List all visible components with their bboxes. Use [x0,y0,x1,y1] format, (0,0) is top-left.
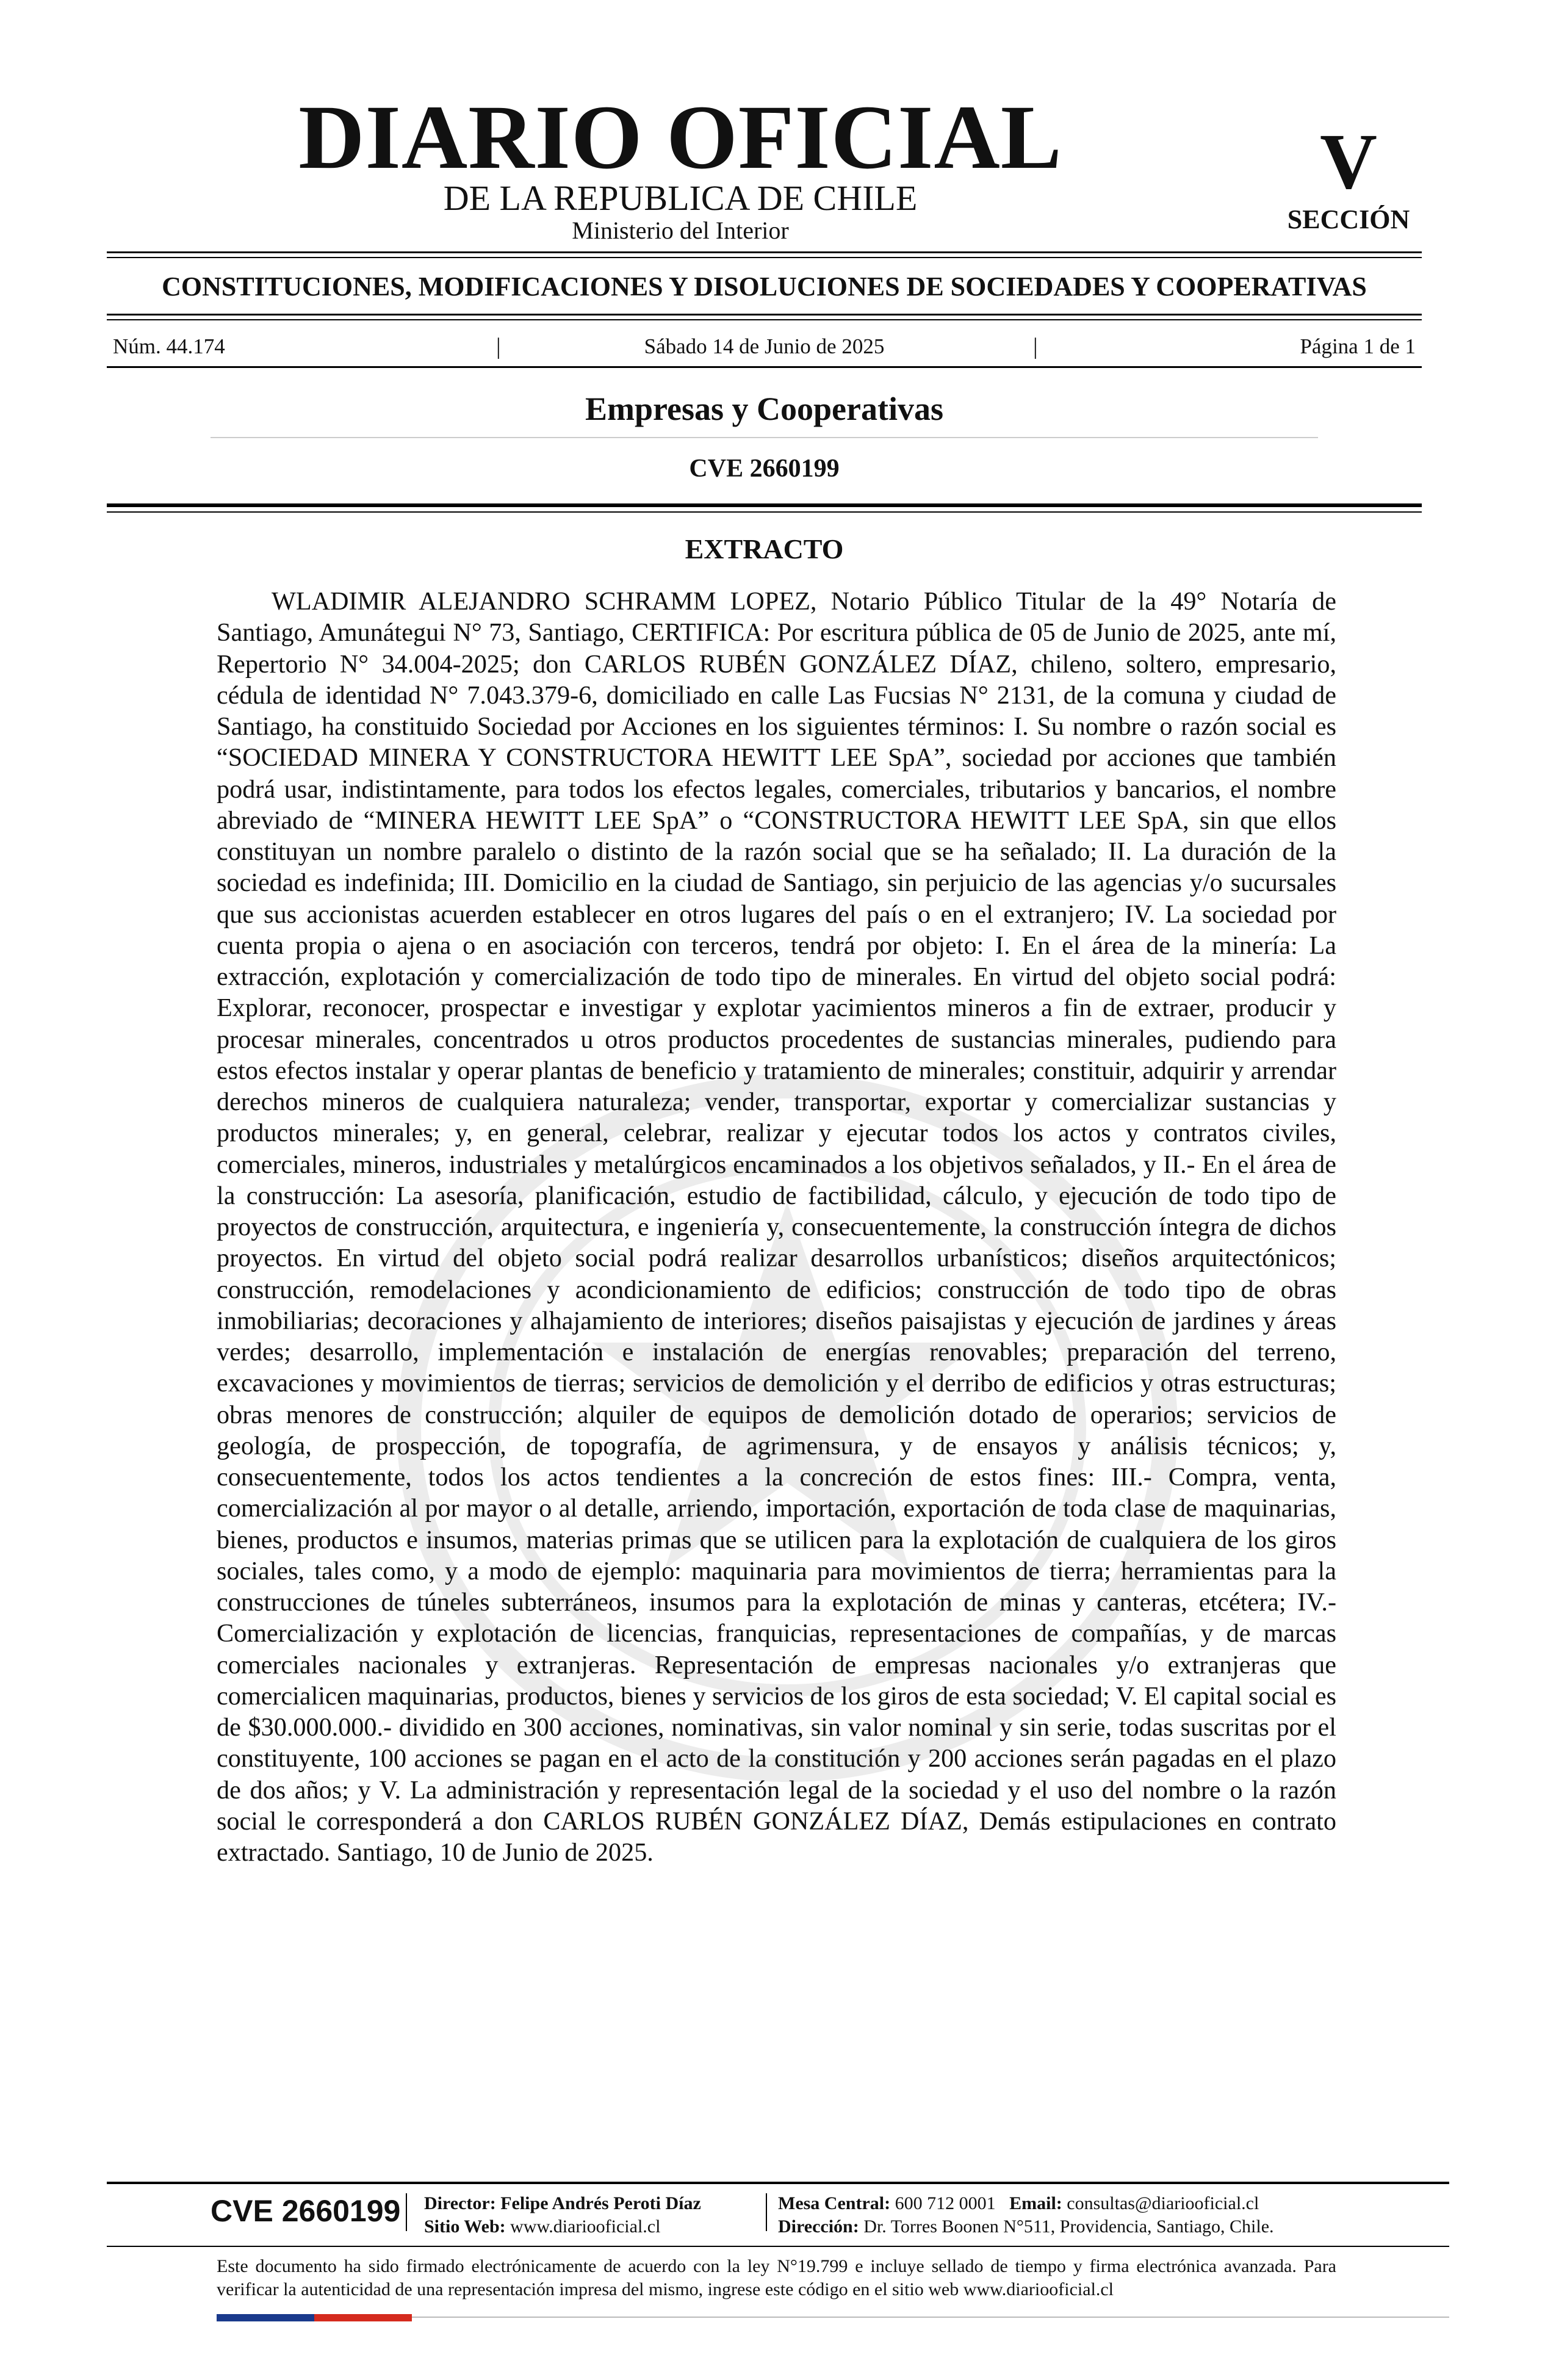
flag-red-segment [314,2314,412,2321]
content-rule-1 [107,503,1422,507]
newspaper-subtitle: DE LA REPUBLICA DE CHILE [443,178,918,218]
info-separator: | [496,334,501,359]
page-indicator: Página 1 de 1 [1300,334,1416,358]
section-word: SECCIÓN [1287,204,1410,234]
section-indicator [1275,118,1422,234]
email-link[interactable]: consultas@diariooficial.cl [1067,2193,1259,2213]
footer-divider [406,2193,407,2231]
category-heading: Empresas y Cooperativas [585,391,943,427]
address-text: Dr. Torres Boonen N°511, Providencia, Santiago, Chile. [863,2216,1274,2237]
phone-number: 600 712 0001 [895,2193,996,2213]
newspaper-title: DIARIO OFICIAL [298,87,1062,188]
content-rule-2 [107,511,1422,513]
band-rule-1 [107,314,1422,316]
footer [107,2185,1449,2240]
website-link[interactable]: www.diariooficial.cl [510,2216,661,2237]
legal-notice: Este documento ha sido firmado electrónicamente de acuerdo con la ley N°19.799 e incluye sellado de tiempo y firma electrónica avanzada. Para verificar la autenticidad de una representación impresa del mismo, ingrese este código en el sitio web www.diariooficial.cl [217,2256,1336,2299]
footer-divider [766,2193,767,2231]
extract-body: WLADIMIR ALEJANDRO SCHRAMM LOPEZ, Notario Público Titular de la 49° Notaría de Santiago, Amunátegui N° 73, Santiago, CERTIFICA: Por escritura pública de 05 de Junio de 2025, ante mí, Repertorio N° 34.004-2025; don CARLOS RUBÉN GONZÁLEZ DÍAZ, chileno, soltero, empresario, cédula de identidad N° 7.043.379-6, domiciliado en calle Las Fucsias N° 2131, de la comuna y ciudad de Santiago, ha constituido Sociedad por Acciones en los siguientes términos: I. Su nombre o razón social es “SOCIEDAD MINERA Y CONSTRUCTORA HEWITT LEE SpA”, sociedad por acciones que también podrá usar, indistintamente, para todos los efectos legales, comerciales, tributarios y bancarios, el nombre abreviado de “MINERA HEWITT LEE SpA” o “CONSTRUCTORA HEWITT LEE SpA, sin que ellos constituyan un nombre paralelo o distinto de la razón social que se ha señalado; II. La duración de la sociedad es indefinida; III. Domicilio en la ciudad de Santiago, sin perjuicio de las agencias y/o sucursales que sus accionistas acuerden establecer en otros lugares del país o en el extranjero; IV. La sociedad por cuenta propia o ajena o en asociación con terceros, tendrá por objeto: I. En el área de la minería: La extracción, explotación y comercialización de todo tipo de minerales. En virtud del objeto social podrá: Explorar, reconocer, prospectar e investigar y explotar yacimientos mineros a fin de extraer, producir y procesar minerales, concentrados u otros productos procedentes de sustancias minerales, pudiendo para estos efectos instalar y operar plantas de beneficio y tratamiento de minerales; constituir, adquirir y arrendar derechos mineros de cualquiera naturaleza; vender, transportar, exportar y comercializar sustancias y productos minerales; y, en general, celebrar, realizar y ejecutar todos los actos y contratos civiles, comerciales, mineros, industriales y metalúrgicos encaminados a los objetivos señalados, y II.- En el área de la construcción: La asesoría, planificación, estudio de factibilidad, cálculo, y ejecución de todo tipo de proyectos de construcción, arquitectura, e ingeniería y, consecuentemente, la construcción íntegra de dichos proyectos. En virtud del objeto social podrá realizar desarrollos urbanísticos; diseños arquitectónicos; construcción, remodelaciones y acondicionamiento de edificios; construcción de todo tipo de obras inmobiliarias; decoraciones y alhajamiento de interiores; diseños paisajistas y ejecución de jardines y áreas verdes; desarrollo, implementación e instalación de energías renovables; preparación del terreno, excavaciones y movimientos de tierras; servicios de demolición y el derribo de edificios y otras estructuras; obras menores de construcción; alquiler de equipos de demolición dotado de operarios; servicios de geología, de prospección, de topografía, de agrimensura, y de ensayos y análisis técnicos; y, consecuentemente, todos los actos tendientes a la concreción de estos fines: III.- Compra, venta, comercialización al por mayor o al detalle, arriendo, importación, exportación de toda clase de maquinarias, bienes, productos e insumos, materias primas que se utilicen para la explotación de cualquiera de los giros sociales, tales como, y a modo de ejemplo: maquinaria para movimientos de tierra; herramientas para la construcciones de túneles subterráneos, insumos para la explotación de minas y canteras, etcétera; IV.- Comercialización y explotación de licencias, franquicias, representaciones de compañías, y de marcas comerciales nacionales y extranjeras. Representación de empresas nacionales y/o extranjeras que comercialicen maquinarias, productos, bienes y servicios de los giros de esta sociedad; V. El capital social es de $30.000.000.- dividido en 300 acciones, nominativas, sin valor nominal y sin serie, todas suscritas por el constituyente, 100 acciones se pagan en el acto de la constitución y 200 acciones serán pagadas en el plazo de dos años; y V. La administración y representación legal de la sociedad y el uso del nombre o la razón social le corresponderá a don CARLOS RUBÉN GONZÁLEZ DÍAZ, Demás estipulaciones en contrato extractado. Santiago, 10 de Junio de 2025. [217,587,1336,1867]
section-letter: V [1320,118,1377,206]
address-label: Dirección: [778,2216,859,2237]
flag-blue-segment [217,2314,314,2321]
header-rule-1 [107,251,1422,253]
issue-info-bar [107,330,1422,364]
issue-number: Núm. 44.174 [113,334,225,358]
infobar-rule [107,366,1422,368]
director-name: Felipe Andrés Peroti Díaz [500,2193,701,2213]
band-rule-2 [107,319,1422,320]
extract-title: EXTRACTO [685,533,844,564]
info-separator: | [1033,334,1038,359]
phone-label: Mesa Central: [778,2193,891,2213]
footer-cve-code: CVE 2660199 [211,2194,401,2228]
website-label: Sitio Web: [424,2216,506,2237]
ministry-label: Ministerio del Interior [572,217,789,244]
footer-director-block [424,2192,701,2238]
issue-date: Sábado 14 de Junio de 2025 [644,334,885,358]
footer-contact-block [778,2192,1274,2238]
section-band-title: CONSTITUCIONES, MODIFICACIONES Y DISOLUCIONES DE SOCIEDADES Y COOPERATIVAS [162,272,1367,301]
masthead [107,87,1422,250]
footer-rule [107,2182,1449,2184]
email-label: Email: [1009,2193,1062,2213]
header-rule-2 [107,257,1422,258]
director-label: Director: [424,2193,496,2213]
category-divider [211,437,1318,438]
cve-code: CVE 2660199 [689,455,840,483]
footer-rule-bottom [107,2246,1449,2247]
